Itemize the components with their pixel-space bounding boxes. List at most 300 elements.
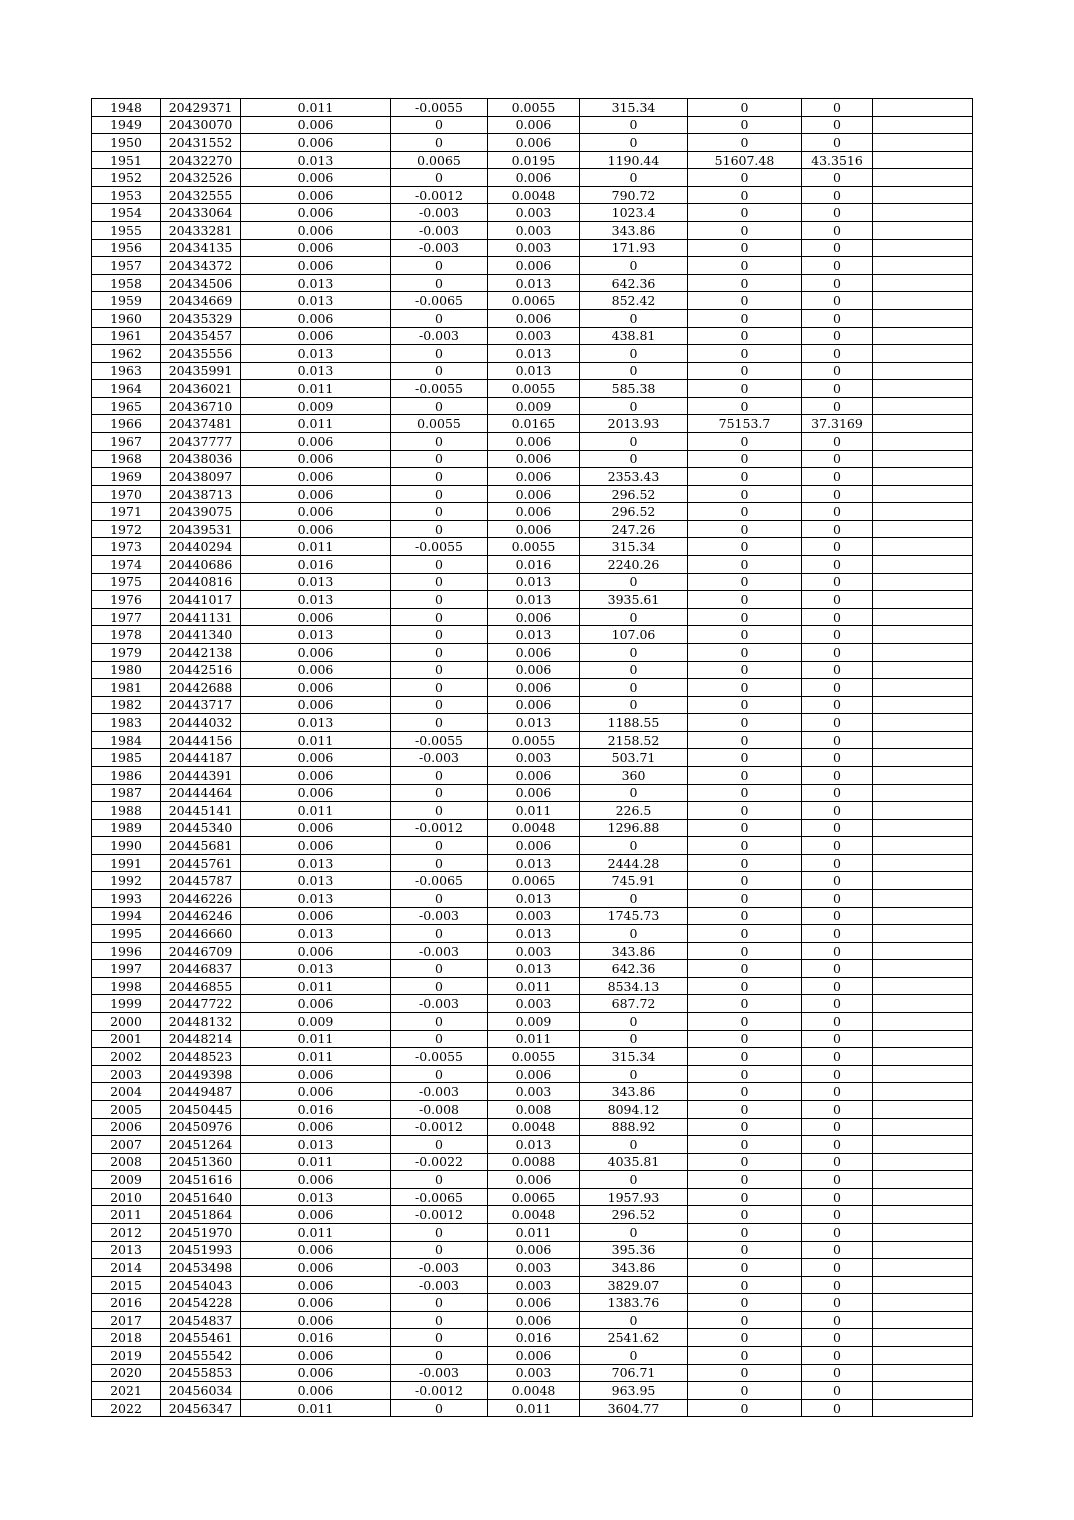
row-index-cell: 1964: [92, 380, 161, 398]
value-f-cell: 0: [802, 186, 873, 204]
id-cell: 20451993: [161, 1241, 241, 1259]
value-e-cell: 0: [688, 696, 802, 714]
value-d-cell: 0: [580, 1347, 688, 1365]
value-b-cell: 0: [391, 1030, 488, 1048]
value-b-cell: -0.0012: [391, 186, 488, 204]
value-f-cell: 0: [802, 1083, 873, 1101]
value-e-cell: 0: [688, 274, 802, 292]
value-c-cell: 0.013: [488, 345, 580, 363]
value-a-cell: 0.006: [241, 1259, 391, 1277]
value-c-cell: 0.006: [488, 116, 580, 134]
id-cell: 20444464: [161, 784, 241, 802]
id-cell: 20445681: [161, 837, 241, 855]
table-row: [92, 169, 973, 187]
value-d-cell: 1296.88: [580, 819, 688, 837]
value-f-cell: 0: [802, 608, 873, 626]
value-f-cell: 0: [802, 1206, 873, 1224]
row-index-cell: 1990: [92, 837, 161, 855]
value-a-cell: 0.006: [241, 432, 391, 450]
empty-cell: [873, 1364, 973, 1382]
value-e-cell: 0: [688, 1259, 802, 1277]
value-a-cell: 0.006: [241, 1083, 391, 1101]
value-b-cell: -0.0055: [391, 731, 488, 749]
id-cell: 20442688: [161, 679, 241, 697]
row-index-cell: 2009: [92, 1171, 161, 1189]
table-row: [92, 1048, 973, 1066]
value-b-cell: -0.0022: [391, 1153, 488, 1171]
id-cell: 20445141: [161, 802, 241, 820]
value-a-cell: 0.016: [241, 556, 391, 574]
value-f-cell: 0: [802, 1136, 873, 1154]
value-f-cell: 0: [802, 1294, 873, 1312]
empty-cell: [873, 468, 973, 486]
value-f-cell: 0: [802, 485, 873, 503]
value-d-cell: 0: [580, 1171, 688, 1189]
value-a-cell: 0.011: [241, 415, 391, 433]
id-cell: 20431552: [161, 134, 241, 152]
value-a-cell: 0.006: [241, 1276, 391, 1294]
id-cell: 20435457: [161, 327, 241, 345]
value-f-cell: 0: [802, 749, 873, 767]
value-a-cell: 0.011: [241, 1030, 391, 1048]
value-c-cell: 0.0065: [488, 292, 580, 310]
value-f-cell: 0: [802, 345, 873, 363]
value-c-cell: 0.003: [488, 204, 580, 222]
value-e-cell: 0: [688, 222, 802, 240]
value-c-cell: 0.006: [488, 608, 580, 626]
value-f-cell: 43.3516: [802, 151, 873, 169]
value-d-cell: 343.86: [580, 1083, 688, 1101]
value-b-cell: 0: [391, 1294, 488, 1312]
empty-cell: [873, 309, 973, 327]
value-c-cell: 0.006: [488, 1241, 580, 1259]
table-body: [92, 99, 973, 1417]
value-e-cell: 0: [688, 204, 802, 222]
table-row: [92, 468, 973, 486]
value-d-cell: 343.86: [580, 942, 688, 960]
value-a-cell: 0.006: [241, 485, 391, 503]
empty-cell: [873, 1224, 973, 1242]
value-a-cell: 0.006: [241, 784, 391, 802]
table-row: [92, 1294, 973, 1312]
value-b-cell: 0: [391, 766, 488, 784]
value-b-cell: 0: [391, 556, 488, 574]
id-cell: 20451264: [161, 1136, 241, 1154]
id-cell: 20436021: [161, 380, 241, 398]
value-a-cell: 0.016: [241, 1329, 391, 1347]
empty-cell: [873, 538, 973, 556]
row-index-cell: 1998: [92, 977, 161, 995]
table-row: [92, 960, 973, 978]
row-index-cell: 1960: [92, 309, 161, 327]
value-b-cell: 0: [391, 1136, 488, 1154]
value-f-cell: 0: [802, 204, 873, 222]
value-c-cell: 0.006: [488, 450, 580, 468]
row-index-cell: 1996: [92, 942, 161, 960]
row-index-cell: 1963: [92, 362, 161, 380]
value-d-cell: 642.36: [580, 960, 688, 978]
table-row: [92, 1206, 973, 1224]
id-cell: 20438713: [161, 485, 241, 503]
value-a-cell: 0.009: [241, 1013, 391, 1031]
value-f-cell: 0: [802, 837, 873, 855]
value-a-cell: 0.006: [241, 837, 391, 855]
row-index-cell: 2018: [92, 1329, 161, 1347]
value-a-cell: 0.006: [241, 503, 391, 521]
table-row: [92, 257, 973, 275]
value-e-cell: 0: [688, 134, 802, 152]
value-e-cell: 0: [688, 503, 802, 521]
value-e-cell: 0: [688, 257, 802, 275]
value-e-cell: 0: [688, 942, 802, 960]
value-d-cell: 226.5: [580, 802, 688, 820]
value-c-cell: 0.003: [488, 1276, 580, 1294]
value-a-cell: 0.013: [241, 362, 391, 380]
table-row: [92, 1171, 973, 1189]
value-b-cell: 0: [391, 854, 488, 872]
value-e-cell: 0: [688, 345, 802, 363]
table-row: [92, 784, 973, 802]
table-row: [92, 204, 973, 222]
empty-cell: [873, 679, 973, 697]
value-f-cell: 0: [802, 1048, 873, 1066]
value-d-cell: 1190.44: [580, 151, 688, 169]
value-f-cell: 0: [802, 1329, 873, 1347]
empty-cell: [873, 1048, 973, 1066]
value-b-cell: 0: [391, 274, 488, 292]
table-row: [92, 626, 973, 644]
empty-cell: [873, 1382, 973, 1400]
empty-cell: [873, 608, 973, 626]
id-cell: 20449487: [161, 1083, 241, 1101]
value-a-cell: 0.006: [241, 643, 391, 661]
empty-cell: [873, 397, 973, 415]
value-f-cell: 0: [802, 327, 873, 345]
value-f-cell: 0: [802, 450, 873, 468]
value-d-cell: 0: [580, 696, 688, 714]
value-e-cell: 0: [688, 766, 802, 784]
table-row: [92, 1065, 973, 1083]
table-row: [92, 520, 973, 538]
value-a-cell: 0.013: [241, 854, 391, 872]
value-b-cell: -0.0012: [391, 1206, 488, 1224]
table-row: [92, 731, 973, 749]
row-index-cell: 2008: [92, 1153, 161, 1171]
row-index-cell: 2014: [92, 1259, 161, 1277]
value-c-cell: 0.013: [488, 362, 580, 380]
row-index-cell: 2003: [92, 1065, 161, 1083]
value-b-cell: -0.003: [391, 222, 488, 240]
value-e-cell: 0: [688, 591, 802, 609]
value-d-cell: 0: [580, 784, 688, 802]
row-index-cell: 1966: [92, 415, 161, 433]
value-f-cell: 0: [802, 661, 873, 679]
id-cell: 20429371: [161, 99, 241, 117]
value-a-cell: 0.006: [241, 450, 391, 468]
row-index-cell: 2021: [92, 1382, 161, 1400]
value-e-cell: 0: [688, 1329, 802, 1347]
value-c-cell: 0.0048: [488, 1206, 580, 1224]
value-f-cell: 0: [802, 1311, 873, 1329]
value-c-cell: 0.008: [488, 1100, 580, 1118]
table-row: [92, 538, 973, 556]
value-e-cell: 0: [688, 556, 802, 574]
value-f-cell: 0: [802, 1100, 873, 1118]
id-cell: 20437481: [161, 415, 241, 433]
empty-cell: [873, 960, 973, 978]
value-a-cell: 0.006: [241, 239, 391, 257]
value-a-cell: 0.013: [241, 151, 391, 169]
value-f-cell: 0: [802, 1030, 873, 1048]
empty-cell: [873, 1276, 973, 1294]
value-a-cell: 0.011: [241, 1153, 391, 1171]
row-index-cell: 2004: [92, 1083, 161, 1101]
value-e-cell: 0: [688, 468, 802, 486]
row-index-cell: 1951: [92, 151, 161, 169]
id-cell: 20434506: [161, 274, 241, 292]
value-b-cell: -0.003: [391, 995, 488, 1013]
value-d-cell: 0: [580, 432, 688, 450]
value-b-cell: 0: [391, 802, 488, 820]
table-row: [92, 450, 973, 468]
value-a-cell: 0.006: [241, 1347, 391, 1365]
value-f-cell: 0: [802, 696, 873, 714]
value-b-cell: 0: [391, 890, 488, 908]
empty-cell: [873, 204, 973, 222]
value-e-cell: 0: [688, 749, 802, 767]
empty-cell: [873, 837, 973, 855]
value-b-cell: -0.0065: [391, 1188, 488, 1206]
value-d-cell: 0: [580, 608, 688, 626]
value-d-cell: 395.36: [580, 1241, 688, 1259]
value-f-cell: 0: [802, 169, 873, 187]
value-a-cell: 0.006: [241, 1294, 391, 1312]
table-row: [92, 345, 973, 363]
value-c-cell: 0.006: [488, 661, 580, 679]
empty-cell: [873, 1311, 973, 1329]
row-index-cell: 1969: [92, 468, 161, 486]
value-d-cell: 296.52: [580, 503, 688, 521]
value-f-cell: 0: [802, 731, 873, 749]
value-a-cell: 0.013: [241, 714, 391, 732]
value-f-cell: 0: [802, 960, 873, 978]
empty-cell: [873, 802, 973, 820]
empty-cell: [873, 1083, 973, 1101]
table-row: [92, 415, 973, 433]
id-cell: 20450976: [161, 1118, 241, 1136]
value-a-cell: 0.011: [241, 1224, 391, 1242]
value-f-cell: 0: [802, 1224, 873, 1242]
value-a-cell: 0.013: [241, 345, 391, 363]
empty-cell: [873, 854, 973, 872]
row-index-cell: 1953: [92, 186, 161, 204]
value-a-cell: 0.011: [241, 1399, 391, 1417]
id-cell: 20440686: [161, 556, 241, 574]
row-index-cell: 1993: [92, 890, 161, 908]
value-d-cell: 315.34: [580, 1048, 688, 1066]
value-f-cell: 0: [802, 1347, 873, 1365]
id-cell: 20451864: [161, 1206, 241, 1224]
value-b-cell: 0: [391, 608, 488, 626]
value-f-cell: 37.3169: [802, 415, 873, 433]
value-b-cell: 0: [391, 837, 488, 855]
id-cell: 20446226: [161, 890, 241, 908]
value-d-cell: 0: [580, 679, 688, 697]
value-e-cell: 0: [688, 292, 802, 310]
row-index-cell: 1972: [92, 520, 161, 538]
value-f-cell: 0: [802, 907, 873, 925]
value-d-cell: 1383.76: [580, 1294, 688, 1312]
table-row: [92, 854, 973, 872]
value-a-cell: 0.013: [241, 925, 391, 943]
value-d-cell: 790.72: [580, 186, 688, 204]
id-cell: 20437777: [161, 432, 241, 450]
value-a-cell: 0.006: [241, 309, 391, 327]
table-row: [92, 679, 973, 697]
value-c-cell: 0.0088: [488, 1153, 580, 1171]
value-e-cell: 75153.7: [688, 415, 802, 433]
id-cell: 20439531: [161, 520, 241, 538]
table-row: [92, 432, 973, 450]
value-d-cell: 0: [580, 661, 688, 679]
value-e-cell: 0: [688, 1136, 802, 1154]
empty-cell: [873, 1118, 973, 1136]
empty-cell: [873, 1171, 973, 1189]
table-row: [92, 292, 973, 310]
value-f-cell: 0: [802, 538, 873, 556]
empty-cell: [873, 925, 973, 943]
value-e-cell: 0: [688, 1399, 802, 1417]
row-index-cell: 1950: [92, 134, 161, 152]
value-d-cell: 0: [580, 1224, 688, 1242]
value-d-cell: 0: [580, 890, 688, 908]
value-e-cell: 0: [688, 1100, 802, 1118]
value-e-cell: 0: [688, 626, 802, 644]
table-row: [92, 556, 973, 574]
row-index-cell: 2013: [92, 1241, 161, 1259]
row-index-cell: 1965: [92, 397, 161, 415]
table-row: [92, 397, 973, 415]
table-row: [92, 485, 973, 503]
value-d-cell: 0: [580, 257, 688, 275]
value-e-cell: 0: [688, 819, 802, 837]
table-row: [92, 977, 973, 995]
row-index-cell: 1977: [92, 608, 161, 626]
empty-cell: [873, 1329, 973, 1347]
value-c-cell: 0.013: [488, 925, 580, 943]
value-f-cell: 0: [802, 134, 873, 152]
empty-cell: [873, 415, 973, 433]
value-c-cell: 0.0055: [488, 99, 580, 117]
value-a-cell: 0.013: [241, 292, 391, 310]
table-row: [92, 696, 973, 714]
value-e-cell: 0: [688, 327, 802, 345]
value-c-cell: 0.013: [488, 714, 580, 732]
table-row: [92, 1382, 973, 1400]
id-cell: 20448132: [161, 1013, 241, 1031]
value-e-cell: 0: [688, 837, 802, 855]
value-c-cell: 0.006: [488, 1065, 580, 1083]
value-a-cell: 0.011: [241, 99, 391, 117]
value-c-cell: 0.013: [488, 274, 580, 292]
row-index-cell: 1948: [92, 99, 161, 117]
value-e-cell: 0: [688, 1241, 802, 1259]
value-e-cell: 0: [688, 1013, 802, 1031]
table-row: [92, 362, 973, 380]
value-a-cell: 0.011: [241, 802, 391, 820]
row-index-cell: 1999: [92, 995, 161, 1013]
value-b-cell: 0: [391, 1241, 488, 1259]
id-cell: 20434669: [161, 292, 241, 310]
value-e-cell: 0: [688, 1206, 802, 1224]
value-b-cell: 0: [391, 520, 488, 538]
value-d-cell: 0: [580, 1030, 688, 1048]
value-c-cell: 0.013: [488, 626, 580, 644]
value-a-cell: 0.016: [241, 1100, 391, 1118]
id-cell: 20434372: [161, 257, 241, 275]
value-d-cell: 4035.81: [580, 1153, 688, 1171]
value-a-cell: 0.006: [241, 468, 391, 486]
value-b-cell: 0: [391, 1347, 488, 1365]
row-index-cell: 1984: [92, 731, 161, 749]
value-e-cell: 0: [688, 1347, 802, 1365]
empty-cell: [873, 485, 973, 503]
empty-cell: [873, 696, 973, 714]
value-e-cell: 0: [688, 731, 802, 749]
value-d-cell: 107.06: [580, 626, 688, 644]
value-d-cell: 315.34: [580, 99, 688, 117]
value-f-cell: 0: [802, 309, 873, 327]
row-index-cell: 1957: [92, 257, 161, 275]
id-cell: 20444391: [161, 766, 241, 784]
value-b-cell: -0.0012: [391, 819, 488, 837]
empty-cell: [873, 257, 973, 275]
value-a-cell: 0.006: [241, 1118, 391, 1136]
value-c-cell: 0.006: [488, 1311, 580, 1329]
empty-cell: [873, 643, 973, 661]
value-c-cell: 0.003: [488, 1259, 580, 1277]
value-e-cell: 0: [688, 520, 802, 538]
value-f-cell: 0: [802, 1065, 873, 1083]
row-index-cell: 1958: [92, 274, 161, 292]
value-b-cell: 0: [391, 1065, 488, 1083]
value-b-cell: 0: [391, 1329, 488, 1347]
value-a-cell: 0.006: [241, 257, 391, 275]
value-e-cell: 0: [688, 1048, 802, 1066]
value-e-cell: 0: [688, 872, 802, 890]
empty-cell: [873, 661, 973, 679]
value-d-cell: 1023.4: [580, 204, 688, 222]
value-c-cell: 0.006: [488, 784, 580, 802]
table-row: [92, 1399, 973, 1417]
value-c-cell: 0.013: [488, 573, 580, 591]
value-a-cell: 0.006: [241, 995, 391, 1013]
value-e-cell: 0: [688, 890, 802, 908]
value-a-cell: 0.006: [241, 1206, 391, 1224]
value-e-cell: 0: [688, 239, 802, 257]
value-d-cell: 2444.28: [580, 854, 688, 872]
row-index-cell: 1997: [92, 960, 161, 978]
value-e-cell: 0: [688, 1382, 802, 1400]
table-row: [92, 573, 973, 591]
empty-cell: [873, 766, 973, 784]
table-row: [92, 1364, 973, 1382]
id-cell: 20453498: [161, 1259, 241, 1277]
id-cell: 20444187: [161, 749, 241, 767]
value-c-cell: 0.0055: [488, 380, 580, 398]
value-b-cell: -0.003: [391, 1083, 488, 1101]
table-row: [92, 714, 973, 732]
